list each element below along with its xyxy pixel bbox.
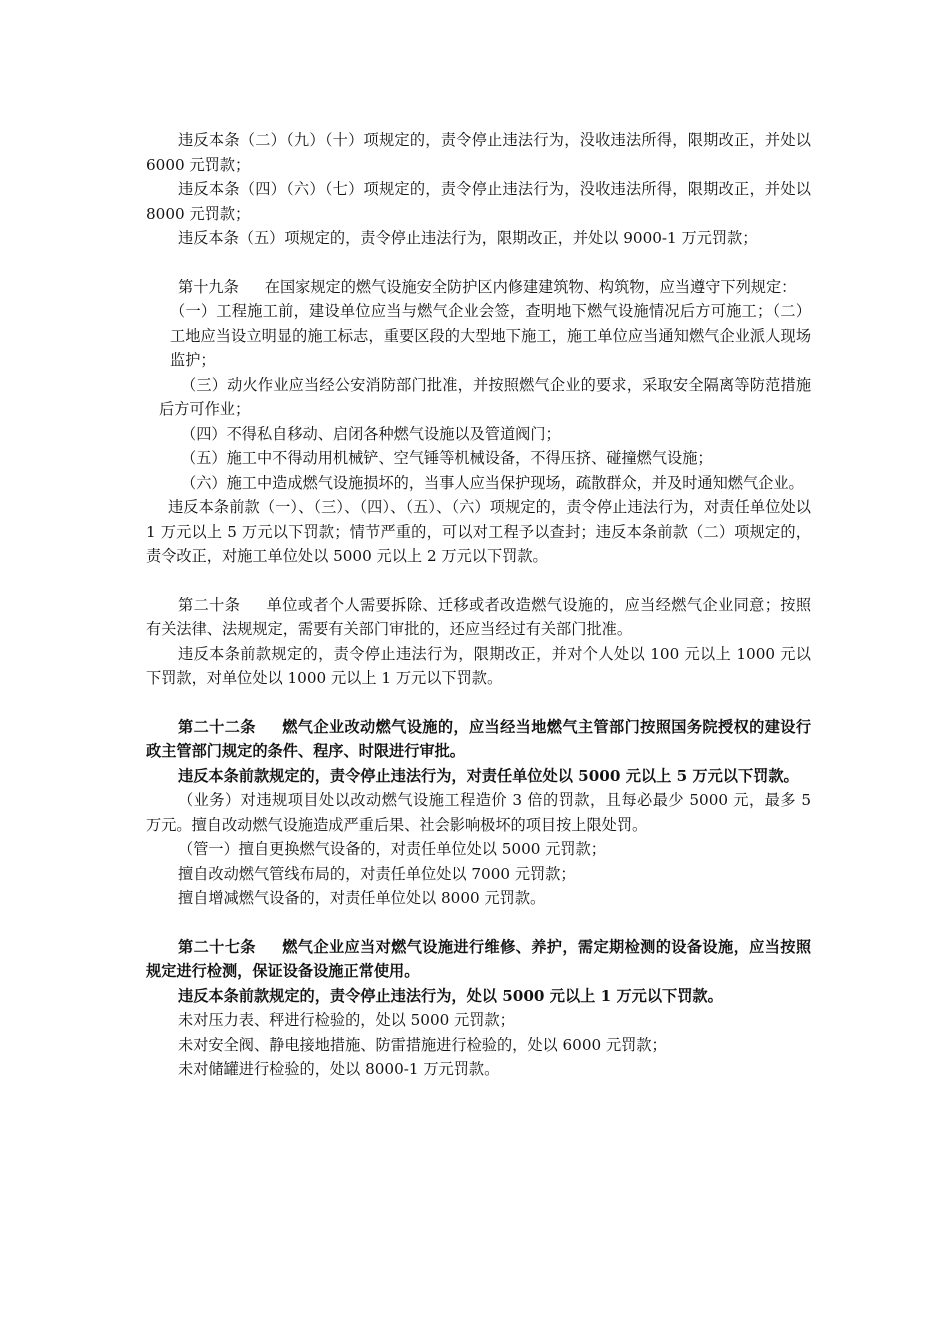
art19-item-3: （三）动火作业应当经公安消防部门批准，并按照燃气企业的要求，采取安全隔离等防范措施后方可作业；: [159, 375, 811, 418]
art27-note-2: 未对安全阀、静电接地措施、防雷措施进行检验的，处以 6000 元罚款；: [178, 1035, 667, 1054]
art27-body: 燃气企业应当对燃气设施进行维修、养护，需定期检测的设备设施，应当按照规定进行检测，保证设备设施正常使用。: [146, 937, 812, 980]
art22-penalty: 违反本条前款规定的，责令停止违法行为，对责任单位处以 5000 元以上 5 万元以下罚款。: [178, 766, 799, 785]
art20-title: 第二十条: [178, 595, 241, 614]
art27-penalty: 违反本条前款规定的，责令停止违法行为，处以 5000 元以上 1 万元以下罚款。: [178, 986, 723, 1005]
art19-item-4: （四）不得私自移动、启闭各种燃气设施以及管道阀门；: [181, 424, 561, 443]
art27-paragraph: [146, 935, 811, 984]
art22-note-4: 擅自增减燃气设备的，对责任单位处以 8000 元罚款。: [178, 889, 546, 907]
art19-title: 第十九条: [178, 277, 239, 296]
art19-item-1: （一）工程施工前，建设单位应当与燃气企业会签，查明地下燃气设施情况后方可施工；（二）工地应当设立明显的施工标志，重要区段的大型地下施工，施工单位应当通知燃气企业派人现场监护；: [170, 302, 811, 369]
art20-body: 单位或者个人需要拆除、迁移或者改造燃气设施的，应当经燃气企业同意；按照有关法律、法规规定，需要有关部门审批的，还应当经过有关部门批准。: [146, 595, 812, 638]
art27-title: 第二十七条: [178, 937, 256, 956]
art20-paragraph: [146, 593, 811, 642]
art22-title: 第二十二条: [178, 717, 256, 736]
art22-body: 燃气企业改动燃气设施的，应当经当地燃气主管部门按照国务院授权的建设行政主管部门规定的条件、程序、时限进行审批。: [146, 717, 812, 760]
art27-note-1: 未对压力表、秤进行检验的，处以 5000 元罚款；: [178, 1011, 515, 1029]
art18-penalty-2: 违反本条（四）（六）（七）项规定的，责令停止违法行为，没收违法所得，限期改正，并处以 8000 元罚款；: [146, 180, 811, 223]
art19-body: 在国家规定的燃气设施安全防护区内修建建筑物、构筑物，应当遵守下列规定：: [264, 277, 797, 296]
art19-penalty: 违反本条前款（一）、（三）、（四）、（五）、（六）项规定的，责令停止违法行为，对责任单位处以 1 万元以上 5 万元以下罚款；情节严重的，可以对工程予以查封；违反本条前款（二）项规定的，责令改正，对施工单位处以 5000 元以上 2 万元以下罚款。: [146, 498, 811, 565]
art22-note-2: （管一）擅自更换燃气设备的，对责任单位处以 5000 元罚款；: [178, 840, 606, 858]
art22-note-1: （业务）对违规项目处以改动燃气设施工程造价 3 倍的罚款，且每必最少 5000 元，最多 5 万元。擅自改动燃气设施造成严重后果、社会影响极坏的项目按上限处罚。: [146, 791, 811, 834]
art19-paragraph: [146, 275, 811, 300]
art22-paragraph: [146, 715, 811, 764]
art19-item-5: （五）施工中不得动用机械铲、空气锤等机械设备，不得压挤、碰撞燃气设施；: [181, 449, 713, 467]
art20-penalty: 违反本条前款规定的，责令停止违法行为，限期改正，并对个人处以 100 元以上 1000 元以下罚款，对单位处以 1000 元以上 1 万元以下罚款。: [146, 644, 811, 687]
art27-note-3: 未对储罐进行检验的，处以 8000-1 万元罚款。: [178, 1060, 500, 1078]
art22-note-3: 擅自改动燃气管线布局的，对责任单位处以 7000 元罚款；: [178, 864, 576, 883]
art18-penalty-1: 违反本条（二）（九）（十）项规定的，责令停止违法行为，没收违法所得，限期改正，并处以 6000 元罚款；: [146, 131, 811, 174]
art19-item-6: （六）施工中造成燃气设施损坏的，当事人应当保护现场，疏散群众，并及时通知燃气企业。: [181, 473, 804, 492]
document-body: [146, 128, 811, 1082]
art18-penalty-3: 违反本条（五）项规定的，责令停止违法行为，限期改正，并处以 9000-1 万元罚款；: [178, 229, 758, 247]
